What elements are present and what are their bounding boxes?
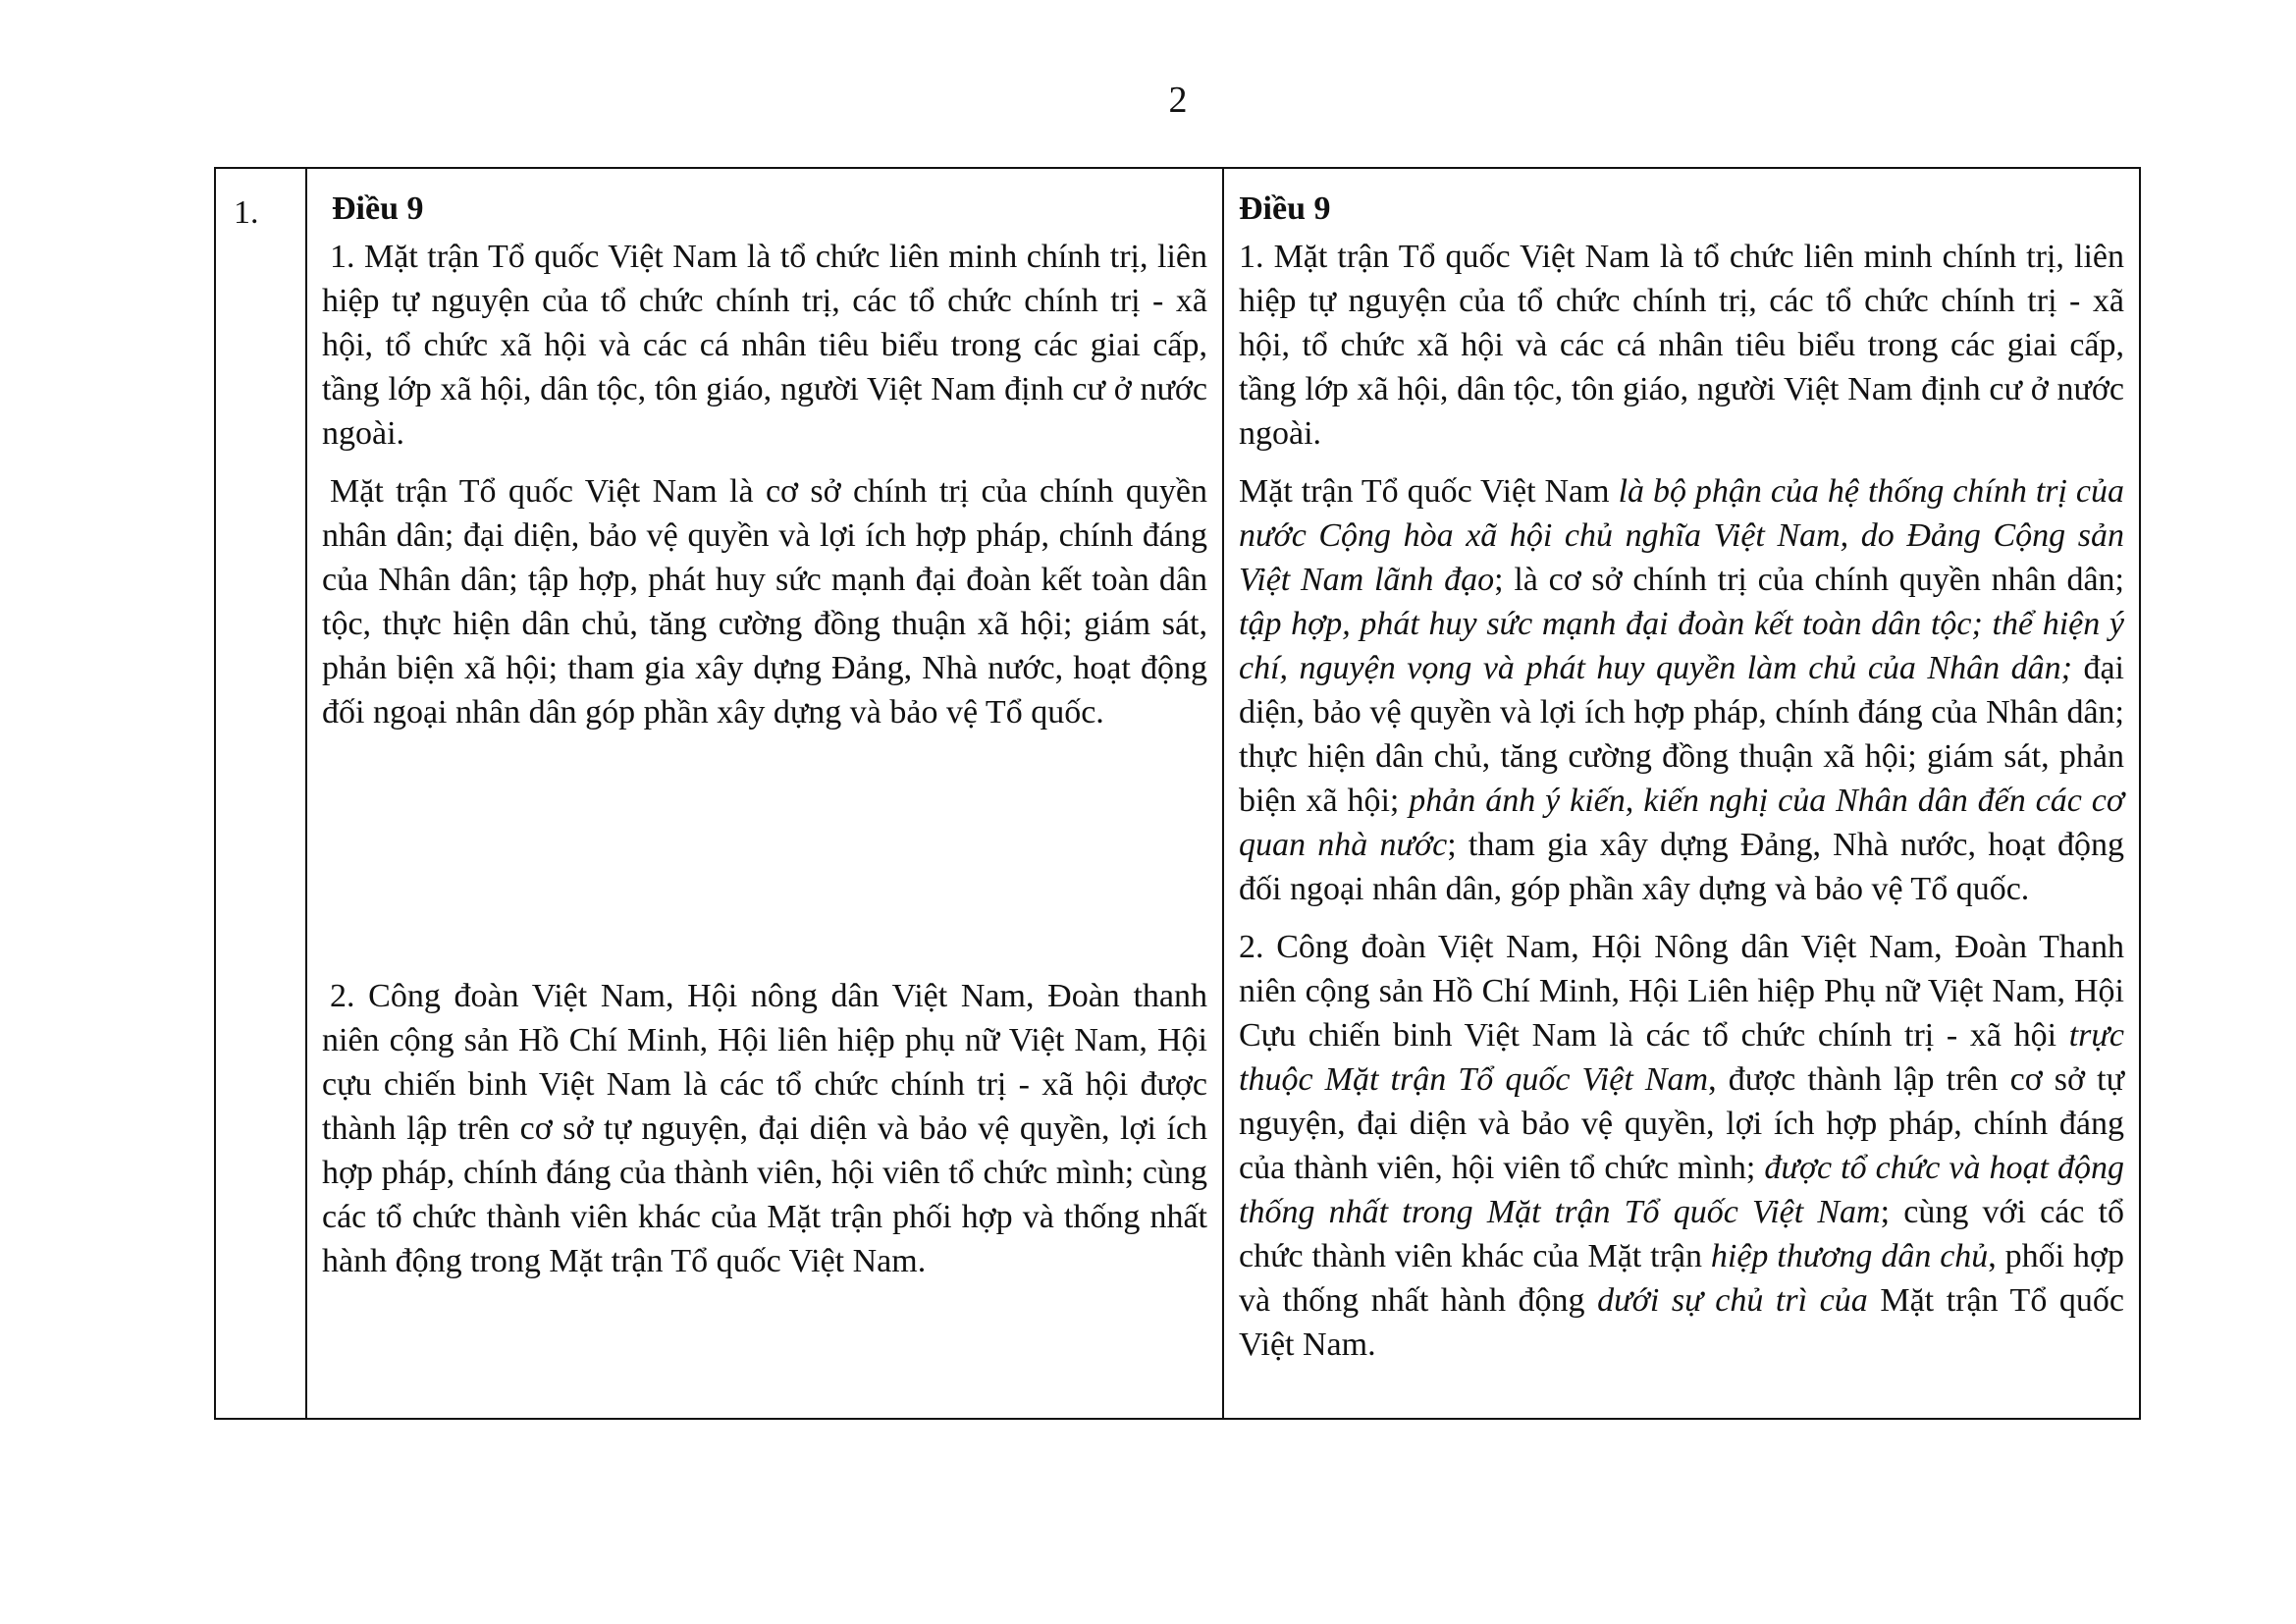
amended-clause-1-paragraph-2 — [1239, 469, 2124, 911]
amended-italic-span: phản ánh ý kiến, kiến nghị của Nhân dân đến các cơ quan nhà nước — [1239, 783, 2124, 863]
amended-clause-2 — [1239, 925, 2124, 1367]
amended-text-span: ; cùng với các tổ chức thành viên khác của Mặt trận — [1239, 1194, 2125, 1274]
table-row — [215, 168, 2140, 1419]
article-title-amended: Điều 9 — [1239, 190, 1331, 227]
amended-text-span: Mặt trận Tổ quốc Việt Nam. — [1239, 1282, 2125, 1363]
amended-text-span: ; tham gia xây dựng Đảng, Nhà nước, hoạt động đối ngoại nhân dân, góp phần xây dựng và bảo vệ Tổ quốc. — [1239, 827, 2124, 907]
current-text-cell — [306, 168, 1223, 1419]
amended-text-cell — [1223, 168, 2140, 1419]
amended-italic-span: tập hợp, phát huy sức mạnh đại đoàn kết toàn dân tộc; thể hiện ý chí, nguyện vọng và phát huy quyền làm chủ của Nhân dân; — [1239, 606, 2124, 686]
amended-text-span: Mặt trận Tổ quốc Việt Nam — [1239, 473, 1619, 510]
comparison-table — [214, 167, 2141, 1420]
amended-italic-span: là bộ phận của hệ thống chính trị của nước Cộng hòa xã hội chủ nghĩa Việt Nam, do Đảng Cộng sản Việt Nam lãnh đạo — [1239, 473, 2124, 598]
current-clause-2: 2. Công đoàn Việt Nam, Hội nông dân Việt Nam, Đoàn thanh niên cộng sản Hồ Chí Minh, Hội liên hiệp phụ nữ Việt Nam, Hội cựu chiến binh Việt Nam là các tổ chức chính trị - xã hội được thành lập trên cơ sở tự nguyện, đại diện và bảo vệ quyền, lợi ích hợp pháp, chính đáng của thành viên, hội viên tổ chức mình; cùng các tổ chức thành viên khác của Mặt trận phối hợp và thống nhất hành động trong Mặt trận Tổ quốc Việt Nam. — [322, 978, 1207, 1279]
page-number: 2 — [1168, 80, 1188, 121]
amended-italic-span: dưới sự chủ trì của — [1597, 1282, 1868, 1319]
row-number-cell — [215, 168, 306, 1419]
amended-text-span: 2. Công đoàn Việt Nam, Hội Nông dân Việt Nam, Đoàn Thanh niên cộng sản Hồ Chí Minh, Hội Liên hiệp Phụ nữ Việt Nam, Hội Cựu chiến binh Việt Nam là các tổ chức chính trị - xã hội — [1239, 929, 2124, 1054]
amended-text-span: , được thành lập trên cơ sở tự nguyện, đại diện và bảo vệ quyền, lợi ích hợp pháp, chính đáng của thành viên, hội viên tổ chức mình; — [1239, 1061, 2124, 1186]
amended-clause-1: 1. Mặt trận Tổ quốc Việt Nam là tổ chức liên minh chính trị, liên hiệp tự nguyện của tổ chức chính trị, các tổ chức chính trị - xã hội, tổ chức xã hội và các cá nhân tiêu biểu trong các giai cấp, tầng lớp xã hội, dân tộc, tôn giáo, người Việt Nam định cư ở nước ngoài. — [1239, 239, 2124, 452]
current-clause-1-paragraph-2: Mặt trận Tổ quốc Việt Nam là cơ sở chính trị của chính quyền nhân dân; đại diện, bảo vệ quyền và lợi ích hợp pháp, chính đáng của Nhân dân; tập hợp, phát huy sức mạnh đại đoàn kết toàn dân tộc, thực hiện dân chủ, tăng cường đồng thuận xã hội; giám sát, phản biện xã hội; tham gia xây dựng Đảng, Nhà nước, hoạt động đối ngoại nhân dân góp phần xây dựng và bảo vệ Tổ quốc. — [322, 473, 1207, 731]
amended-italic-span: được tổ chức và hoạt động thống nhất trong Mặt trận Tổ quốc Việt Nam — [1239, 1150, 2124, 1230]
amended-text-span: đại diện, bảo vệ quyền và lợi ích hợp pháp, chính đáng của Nhân dân; thực hiện dân chủ, tăng cường đồng thuận xã hội; giám sát, phản biện xã hội; — [1239, 650, 2124, 819]
row-number: 1. — [234, 194, 259, 231]
amended-italic-span: trực thuộc Mặt trận Tổ quốc Việt Nam — [1239, 1017, 2124, 1098]
amended-text-span: , phối hợp và thống nhất hành động — [1239, 1238, 2124, 1319]
article-title-current: Điều 9 — [332, 190, 424, 227]
amended-italic-span: hiệp thương dân chủ — [1710, 1238, 1989, 1274]
amended-text-span: ; là cơ sở chính trị của chính quyền nhân dân; — [1494, 562, 2124, 598]
current-clause-1: 1. Mặt trận Tổ quốc Việt Nam là tổ chức liên minh chính trị, liên hiệp tự nguyện của tổ chức chính trị, các tổ chức chính trị - xã hội, tổ chức xã hội và các cá nhân tiêu biểu trong các giai cấp, tầng lớp xã hội, dân tộc, tôn giáo, người Việt Nam định cư ở nước ngoài. — [322, 239, 1207, 452]
